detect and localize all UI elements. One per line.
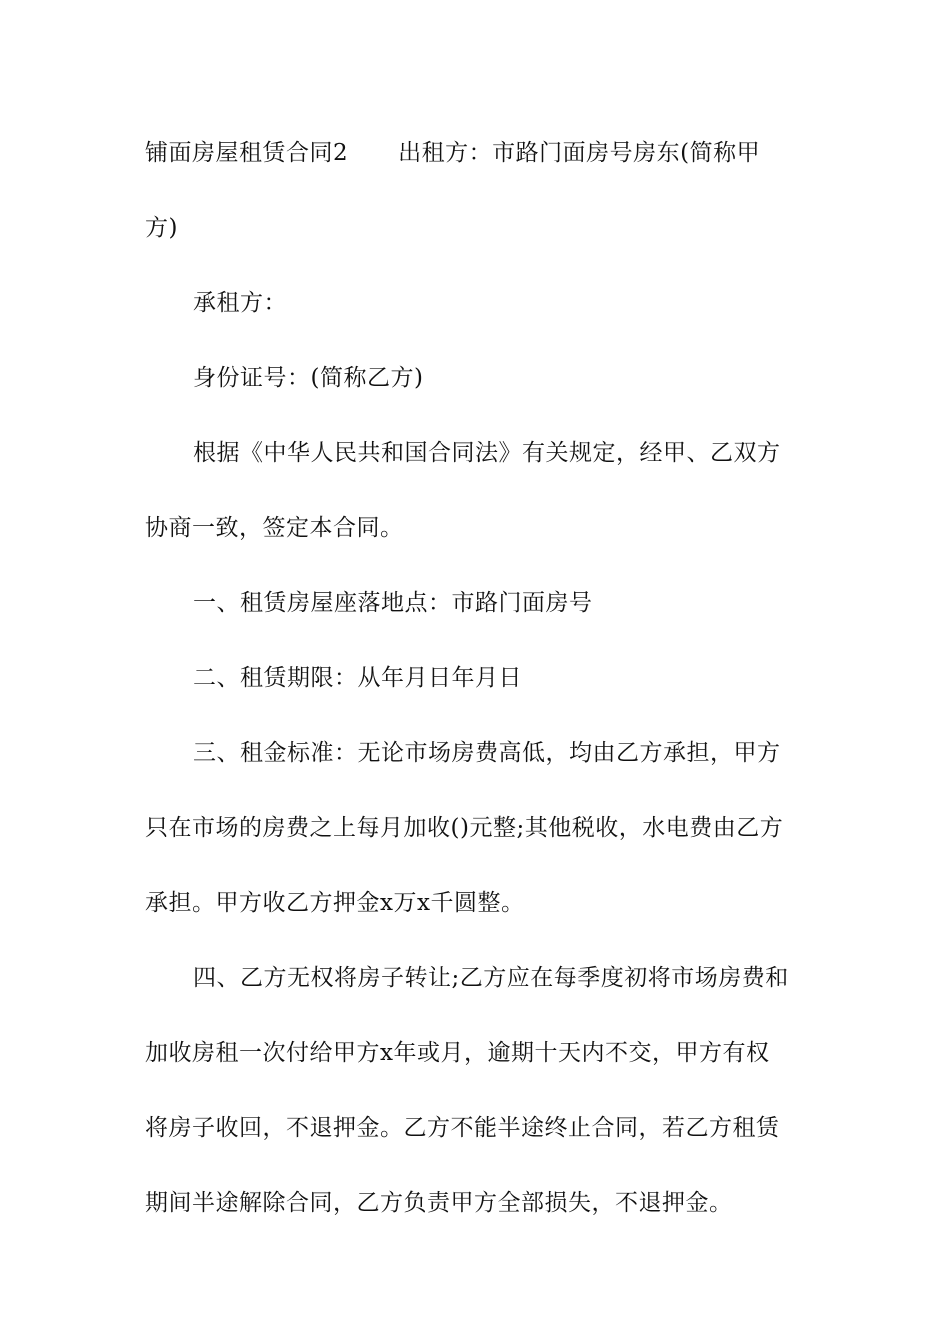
heading-line <box>145 138 815 168</box>
paragraph-line: 加收房租一次付给甲方x年或月，逾期十天内不交，甲方有权 <box>145 1040 770 1066</box>
paragraph-line: 期间半途解除合同，乙方负责甲方全部损失，不退押金。 <box>145 1190 733 1216</box>
paragraph-line: 将房子收回，不退押金。乙方不能半途终止合同，若乙方租赁 <box>145 1115 780 1141</box>
id-number-label: 身份证号：(简称乙方) <box>193 365 424 391</box>
paragraph-line: 协商一致，签定本合同。 <box>145 515 404 541</box>
paragraph-line: 承担。甲方收乙方押金x万x千圆整。 <box>145 890 525 916</box>
clause-1-location: 一、租赁房屋座落地点：市路门面房号 <box>193 590 593 616</box>
paragraph-line: 根据《中华人民共和国合同法》有关规定，经甲、乙双方 <box>193 440 781 466</box>
lessee-label: 承租方： <box>193 290 287 316</box>
lessor-label-continued: 方) <box>145 215 178 241</box>
clause-3-rent: 三、租金标准：无论市场房费高低，均由乙方承担，甲方 <box>193 740 781 766</box>
paragraph-line: 只在市场的房费之上每月加收()元整;其他税收，水电费由乙方 <box>145 815 784 841</box>
document-title: 铺面房屋租赁合同2 <box>145 140 349 166</box>
clause-4-transfer: 四、乙方无权将房子转让;乙方应在每季度初将市场房费和 <box>193 965 789 991</box>
lessor-label: 出租方：市路门面房号房东(简称甲 <box>398 140 761 166</box>
clause-2-term: 二、租赁期限：从年月日年月日 <box>193 665 522 691</box>
